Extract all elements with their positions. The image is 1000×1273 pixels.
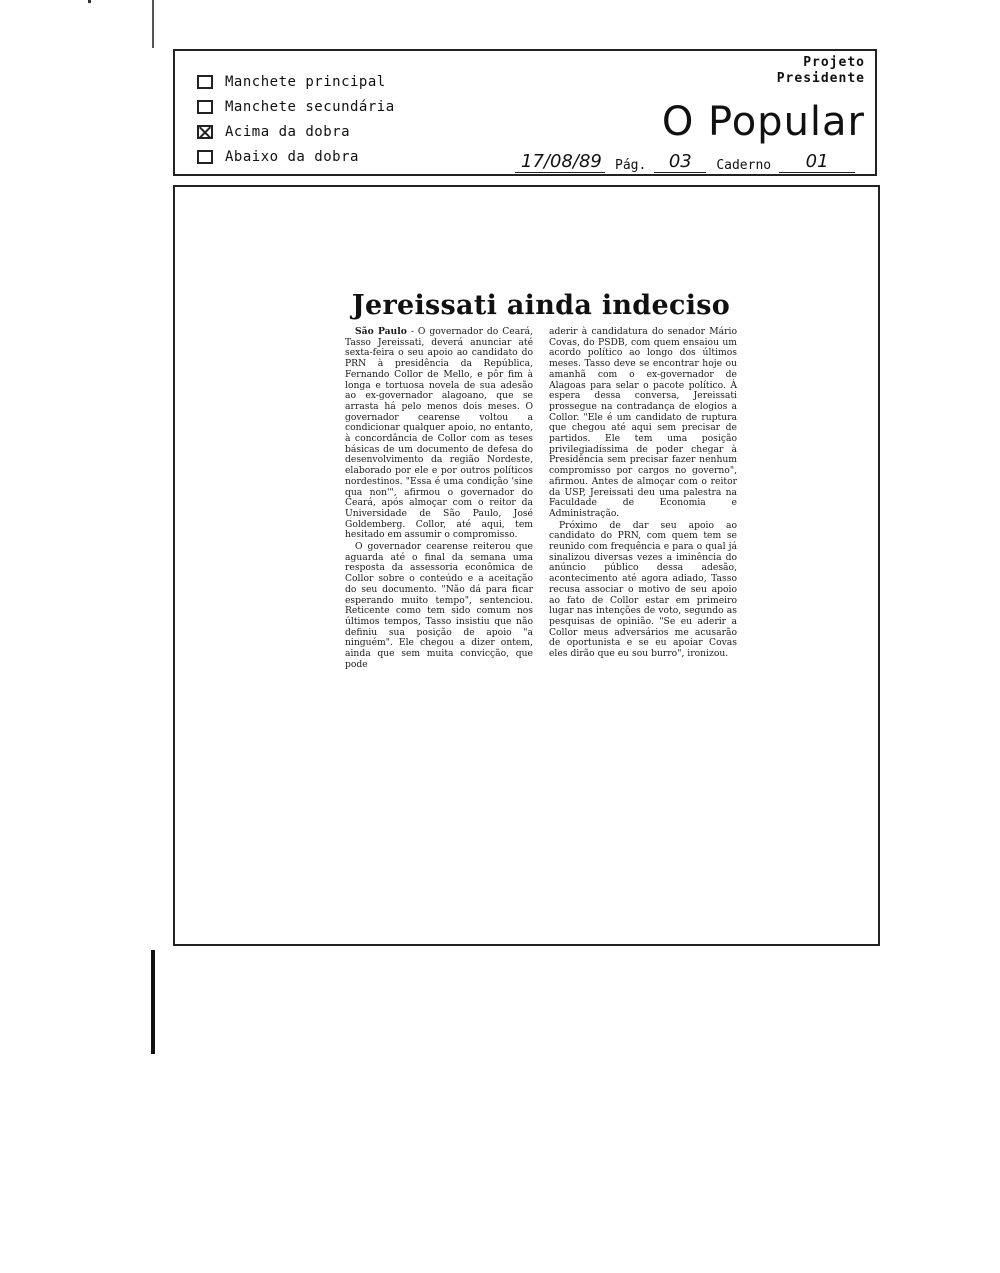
check-row-manchete-secundaria[interactable] (197, 94, 395, 119)
scan-edge (152, 0, 154, 48)
section-field: 01 (779, 151, 855, 173)
page-label: Pág. (615, 158, 647, 173)
check-row-abaixo-da-dobra[interactable] (197, 144, 395, 169)
scan-mark (88, 0, 91, 3)
article-column-2 (549, 327, 737, 671)
dateline: São Paulo (355, 326, 407, 337)
checkbox-manchete-secundaria[interactable] (197, 100, 213, 114)
clipping-header-form (173, 49, 877, 176)
scan-edge (151, 950, 155, 1054)
check-row-manchete-principal[interactable] (197, 69, 395, 94)
project-line2: Presidente (776, 71, 865, 86)
page-field: 03 (654, 151, 706, 173)
article-headline: Jereissati ainda indeciso (351, 290, 731, 321)
project-line1: Projeto (803, 55, 865, 70)
news-article (345, 290, 737, 671)
check-row-acima-da-dobra[interactable] (197, 119, 395, 144)
article-paragraph: Próximo de dar seu apoio ao candidato do PRN, com quem tem se reunido com frequência e para o qual já sinalizou diversas vezes a iminência do anúncio público dessa adesão, acontecimento até agora adiado, Tasso recusa associar o motivo de seu apoio ao fato de Collor estar em primeiro lugar nas intenções de voto, segundo as pesquisas de opinião. "Se eu aderir a Collor meus adversários me acusarão de oportunista e se eu apoiar Covas eles dirão que eu sou burro", ironizou. (549, 519, 737, 660)
check-label: Manchete principal (225, 73, 386, 90)
section-label: Caderno (716, 158, 772, 173)
clipping-meta (515, 151, 855, 173)
checkbox-manchete-principal[interactable] (197, 75, 213, 89)
project-label (777, 55, 865, 87)
article-paragraph: O governador cearense reiterou que aguarda até o final da semana uma resposta da assessoria econômica de Collor sobre o conteúdo e a aceitação do seu documento. "Não dá para ficar esperando muito tempo", sentenciou. Reticente como tem sido comum nos últimos tempos, Tasso insistiu que não definiu sua posição de apoio "a ninguém". Ele chegou a dizer ontem, ainda que sem muita convicção, que pode (345, 541, 533, 670)
date-field: 17/08/89 (515, 151, 605, 173)
article-paragraph (345, 327, 533, 541)
article-paragraph: aderir à candidatura do senador Mário Covas, do PSDB, com quem ensaiou um acordo político ao longo dos últimos meses. Tasso deve se encontrar hoje ou amanhã com o ex-governador de Alagoas para selar o pacote político. À espera dessa conversa, Jereissati prossegue na contradança de elogios a Collor. "Ele é um candidato de ruptura que chegou até aqui sem precisar de partidos. Ele tem uma posição privilegiadíssima de poder chegar à Presidência sem precisar fazer nenhum compromisso por cargos no governo", afirmou. Antes de almoçar com o reitor da USP, Jereissati deu uma palestra na Faculdade de Economia e Administração. (549, 326, 737, 519)
placement-checklist (197, 69, 395, 169)
newspaper-name: O Popular (661, 99, 865, 145)
check-label: Acima da dobra (225, 123, 351, 140)
paragraph-text: - O governador do Ceará, Tasso Jereissati, deverá anunciar até sexta-feira o seu apoio ao candidato do PRN à presidência da República, Fernando Collor de Mello, e pôr fim à longa e tortuosa novela de sua adesão ao ex-governador alagoano, que se arrasta há pelo menos dois meses. O governador cearense voltou a condicionar qualquer apoio, no entanto, à concordância de Collor com as teses básicas de um documento de defesa do desenvolvimento da região Nordeste, elaborado por ele e por outros políticos nordestinos. "Essa é uma condição 'sine qua non'", afirmou o governador do Ceará, após almoçar com o reitor da Universidade de São Paulo, José Goldemberg. Collor, até aqui, tem hesitado em assumir o compromisso. (345, 326, 534, 541)
article-column-1 (345, 327, 533, 671)
check-label: Manchete secundária (225, 98, 395, 115)
checkbox-acima-da-dobra[interactable] (197, 125, 213, 139)
checkbox-abaixo-da-dobra[interactable] (197, 150, 213, 164)
article-body (345, 327, 737, 671)
check-label: Abaixo da dobra (225, 148, 359, 165)
